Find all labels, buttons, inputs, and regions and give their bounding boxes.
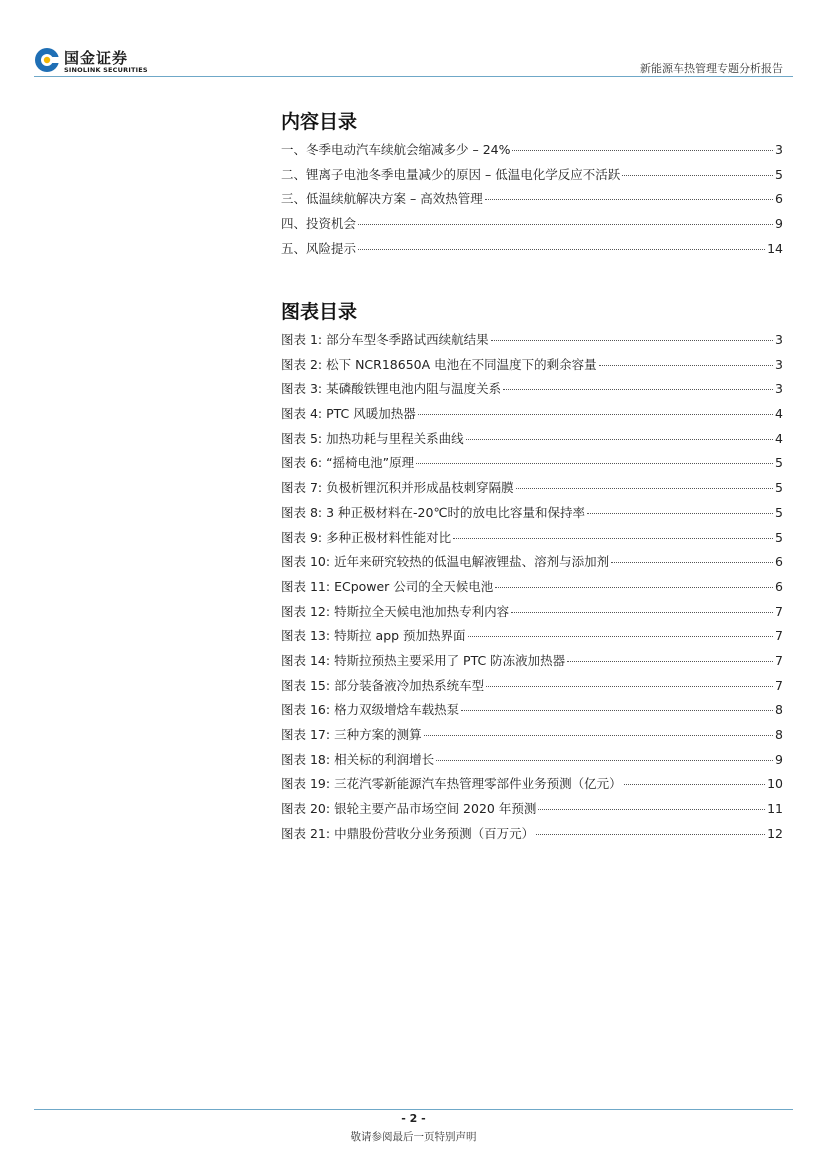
figure-item[interactable] <box>281 700 783 725</box>
logo-english-name: SINOLINK SECURITIES <box>64 66 148 74</box>
dot-leader <box>418 414 773 415</box>
figure-item-label: 图表 3: 某磷酸铁锂电池内阻与温度关系 <box>281 381 502 397</box>
figure-item[interactable] <box>281 577 783 602</box>
figure-item-page: 10 <box>767 776 783 792</box>
footer-divider <box>34 1109 793 1110</box>
figure-item-label: 图表 5: 加热功耗与里程关系曲线 <box>281 430 464 446</box>
figure-item-label: 图表 8: 3 种正极材料在-20℃时的放电比容量和保持率 <box>281 504 585 520</box>
dot-leader <box>466 439 773 440</box>
dot-leader <box>461 710 773 711</box>
figure-item-label: 图表 11: ECpower 公司的全天候电池 <box>281 578 494 594</box>
figure-item-page: 7 <box>775 603 783 619</box>
figure-item-label: 图表 20: 银轮主要产品市场空间 2020 年预测 <box>281 801 537 817</box>
dot-leader <box>567 661 773 662</box>
figure-item-page: 5 <box>775 504 783 520</box>
figure-item-label: 图表 7: 负极析锂沉积并形成晶枝刺穿隔膜 <box>281 480 514 496</box>
toc-item-page: 14 <box>767 240 783 256</box>
figure-item[interactable] <box>281 503 783 528</box>
toc-item-page: 5 <box>775 166 783 182</box>
figure-item-page: 4 <box>775 430 783 446</box>
figure-item[interactable] <box>281 676 783 701</box>
figure-item[interactable] <box>281 774 783 799</box>
footer-disclaimer: 敬请参阅最后一页特别声明 <box>350 1131 477 1143</box>
figure-item[interactable] <box>281 799 783 824</box>
figure-item-page: 3 <box>775 356 783 372</box>
dot-leader <box>503 389 773 390</box>
figure-item[interactable] <box>281 330 783 355</box>
figure-item-label: 图表 9: 多种正极材料性能对比 <box>281 529 452 545</box>
toc-item-label: 三、低温续航解决方案 – 高效热管理 <box>281 191 483 207</box>
contents-list <box>281 140 783 263</box>
dot-leader <box>516 488 773 489</box>
figure-item[interactable] <box>281 528 783 553</box>
figure-item-label: 图表 21: 中鼎股份营收分业务预测（百万元） <box>281 825 535 841</box>
dot-leader <box>511 612 773 613</box>
dot-leader <box>358 224 773 225</box>
figure-item[interactable] <box>281 824 783 849</box>
figure-item[interactable] <box>281 626 783 651</box>
figure-item-label: 图表 1: 部分车型冬季路试西续航结果 <box>281 332 489 347</box>
dot-leader <box>495 587 773 588</box>
toc-item[interactable] <box>281 214 783 239</box>
toc-item[interactable] <box>281 189 783 214</box>
figure-item-label: 图表 2: 松下 NCR18650A 电池在不同温度下的剩余容量 <box>281 356 597 372</box>
figure-item-page: 7 <box>775 677 783 693</box>
dot-leader <box>486 686 773 687</box>
figure-item-page: 8 <box>775 702 783 718</box>
figure-item-label: 图表 12: 特斯拉全天候电池加热专利内容 <box>281 603 510 619</box>
toc-item-label: 二、锂离子电池冬季电量减少的原因 – 低温电化学反应不活跃 <box>281 166 621 182</box>
figure-item-label: 图表 14: 特斯拉预热主要采用了 PTC 防冻液加热器 <box>281 652 566 668</box>
figure-item[interactable] <box>281 725 783 750</box>
figure-item-page: 5 <box>775 455 783 471</box>
dot-leader <box>491 340 773 341</box>
page-number: - 2 - <box>401 1112 426 1125</box>
figure-item-label: 图表 13: 特斯拉 app 预加热界面 <box>281 628 466 644</box>
dot-leader <box>587 513 773 514</box>
figure-item[interactable] <box>281 404 783 429</box>
toc-item-label: 五、风险提示 <box>281 240 357 256</box>
figure-item-label: 图表 6: “摇椅电池”原理 <box>281 455 415 471</box>
sinolink-logo <box>34 47 164 77</box>
dot-leader <box>622 175 773 176</box>
dot-leader <box>538 809 765 810</box>
toc-item-label: 一、冬季电动汽车续航会缩减多少 – 24% <box>281 142 511 157</box>
dot-leader <box>624 784 766 785</box>
figure-item-page: 5 <box>775 529 783 545</box>
figure-item-page: 5 <box>775 480 783 496</box>
dot-leader <box>436 760 773 761</box>
figure-item[interactable] <box>281 750 783 775</box>
header-divider <box>34 76 793 77</box>
dot-leader <box>424 735 773 736</box>
dot-leader <box>599 365 773 366</box>
logo-chinese-name: 国金证券 <box>64 49 129 67</box>
dot-leader <box>512 150 773 151</box>
figures-title: 图表目录 <box>281 301 358 323</box>
dot-leader <box>416 463 773 464</box>
figure-item-page: 7 <box>775 628 783 644</box>
figure-item[interactable] <box>281 552 783 577</box>
figure-item-page: 8 <box>775 727 783 742</box>
figure-item[interactable] <box>281 478 783 503</box>
page-header <box>0 0 827 80</box>
toc-item[interactable] <box>281 165 783 190</box>
toc-item[interactable] <box>281 140 783 165</box>
toc-item-page: 9 <box>775 216 783 232</box>
report-title: 新能源车热管理专题分析报告 <box>640 62 783 75</box>
figure-item-page: 6 <box>775 578 783 594</box>
figure-item[interactable] <box>281 651 783 676</box>
sinolink-logo-icon <box>34 47 60 73</box>
dot-leader <box>453 538 773 539</box>
figure-item-page: 7 <box>775 652 783 668</box>
dot-leader <box>358 249 765 250</box>
figure-item[interactable] <box>281 453 783 478</box>
toc-item[interactable] <box>281 239 783 264</box>
figure-item[interactable] <box>281 429 783 454</box>
figure-item-label: 图表 16: 格力双级增焓车载热泵 <box>281 702 460 718</box>
toc-item-page: 6 <box>775 191 783 207</box>
figure-item-page: 3 <box>775 332 783 347</box>
figure-item[interactable] <box>281 379 783 404</box>
figure-item-page: 6 <box>775 554 783 570</box>
figure-item-label: 图表 10: 近年来研究较热的低温电解液锂盐、溶剂与添加剂 <box>281 554 610 570</box>
figure-item-label: 图表 4: PTC 风暖加热器 <box>281 406 416 422</box>
toc-item-page: 3 <box>775 142 783 157</box>
figure-item-page: 9 <box>775 751 783 767</box>
contents-title: 内容目录 <box>281 111 358 133</box>
figure-item-page: 11 <box>767 801 783 817</box>
dot-leader <box>468 636 774 637</box>
figure-item-page: 3 <box>775 381 783 397</box>
figure-item-label: 图表 18: 相关标的利润增长 <box>281 751 435 767</box>
figure-item[interactable] <box>281 355 783 380</box>
figures-list <box>281 330 783 848</box>
figure-item-label: 图表 17: 三种方案的测算 <box>281 727 422 742</box>
toc-item-label: 四、投资机会 <box>281 216 357 232</box>
dot-leader <box>536 834 765 835</box>
figure-item-page: 12 <box>767 825 783 841</box>
figure-item-label: 图表 15: 部分装备液冷加热系统车型 <box>281 677 485 693</box>
figure-item[interactable] <box>281 602 783 627</box>
dot-leader <box>611 562 773 563</box>
figure-item-page: 4 <box>775 406 783 422</box>
figure-item-label: 图表 19: 三花汽零新能源汽车热管理零部件业务预测（亿元） <box>281 776 622 792</box>
dot-leader <box>485 199 773 200</box>
